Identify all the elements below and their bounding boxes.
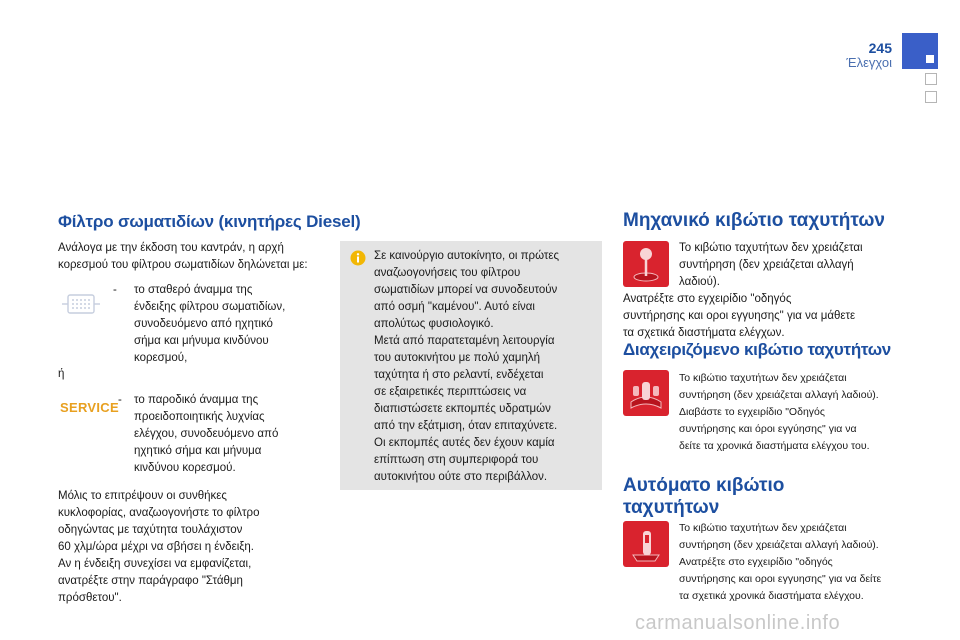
bullet-dash: - — [113, 284, 117, 296]
section-label: Έλεγχοι — [846, 55, 892, 70]
particle-filter-intro: Ανάλογα με την έκδοση του καντράν, η αρχή κορεσμού του φίλτρου σωματιδίων δηλώνεται με: — [58, 242, 308, 271]
automatic-gearbox-text: Το κιβώτιο ταχυτήτων δεν χρειάζεται συντήρηση (δεν χρειάζεται αλλαγή λαδιού). Ανατρέξτε στο εγχειρίδιο "οδηγός συντήρησης και οροι εγγυησης" για να δείτε τα σχετικά χρονικά διαστήματα ελέγχου. — [679, 522, 882, 602]
particle-filter-icon — [62, 292, 100, 316]
manual-gearbox-text: Το κιβώτιο ταχυτήτων δεν χρειάζεται συντήρηση (δεν χρειάζεται αλλαγή λαδιού). — [679, 242, 863, 288]
piloted-gearbox-title: Διαχειριζόμενο κιβώτιο ταχυτήτων — [623, 340, 891, 359]
bullet-fixed-light: το σταθερό άναμμα της ένδειξης φίλτρου σωματιδίων, συνοδευόμενο από ηχητικό σήμα και μήνυμα κινδύνου κορεσμού, — [134, 284, 286, 364]
automatic-gearbox-title: Αυτόματο κιβώτιο ταχυτήτων — [623, 475, 785, 518]
watermark: carmanualsonline.info — [635, 612, 841, 634]
nav-square-icon — [926, 55, 934, 63]
piloted-gearbox-text: Το κιβώτιο ταχυτήτων δεν χρειάζεται συντήρηση (δεν χρειάζεται αλλαγή λαδιού). Διαβάστε το εγχειρίδιο "Οδηγός συντήρησης και όροι εγγύησης" για να δείτε τα χρονικά διαστήματα ελέγχου του. — [679, 372, 879, 452]
manual-gearbox-title: Μηχανικό κιβώτιο ταχυτήτων — [623, 210, 885, 231]
piloted-gear-tile — [623, 370, 669, 416]
automatic-selector-icon — [623, 521, 669, 567]
automatic-gear-tile — [623, 521, 669, 567]
gear-lever-icon — [623, 241, 669, 287]
particle-filter-title: Φίλτρο σωματιδίων (κινητήρες Diesel) — [58, 212, 361, 231]
regeneration-paragraph: Μόλις το επιτρέψουν οι συνθήκες κυκλοφορίας, αναζωογονήστε το φίλτρο οδηγώντας με ταχύτητα τουλάχιστον 60 χλμ/ώρα μέχρι να σβήσει η ένδειξη. Αν η ένδειξη συνεχίσει να εμφανίζεται, ανατρέξτε στην παράγραφο "Στάθμη πρόσθετου". — [58, 490, 260, 604]
manual-gearbox-text-2: Ανατρέξτε στο εγχειρίδιο "οδηγός συντήρησης και οροι εγγυησης" για να μάθετε τα σχετικά διαστήματα ελέγχων. — [623, 293, 856, 339]
nav-current-square[interactable] — [902, 33, 938, 69]
bullet-temporary-light: το παροδικό άναμμα της προειδοποιητικής λυχνίας ελέγχου, συνοδευόμενο από ηχητικό σήμα και μήνυμα κινδύνου κορεσμού. — [134, 394, 279, 474]
paddle-shifter-icon — [623, 370, 669, 416]
bullet-dash: - — [118, 394, 122, 406]
nav-square-3[interactable] — [925, 91, 937, 103]
info-icon — [350, 250, 366, 266]
page-number: 245 — [868, 40, 892, 56]
service-warning-label: SERVICE — [60, 400, 119, 415]
manual-gear-lever-tile — [623, 241, 669, 287]
nav-square-2[interactable] — [925, 73, 937, 85]
info-text: Σε καινούργιο αυτοκίνητο, οι πρώτες αναζωογονήσεις του φίλτρου σωματιδίων μπορεί να συνοδευτούν από οσμή "καμένου". Αυτό είναι απολύτως φυσιολογικό. Μετά από παρατεταμένη λειτουργία του αυτοκινήτου με πολύ χαμηλή ταχύτητα ή στο ρελαντί, ενδέχεται σε εξαιρετικές περιπτώσεις να διαπιστώσετε εκπομπές υδρατμών από την εξάτμιση, όταν επιταχύνετε. Οι εκπομπές αυτές δεν έχουν καμία επίπτωση στη συμπεριφορά του αυτοκινήτου ούτε στο περιβάλλον. — [374, 250, 560, 483]
or-word: ή — [58, 368, 65, 380]
